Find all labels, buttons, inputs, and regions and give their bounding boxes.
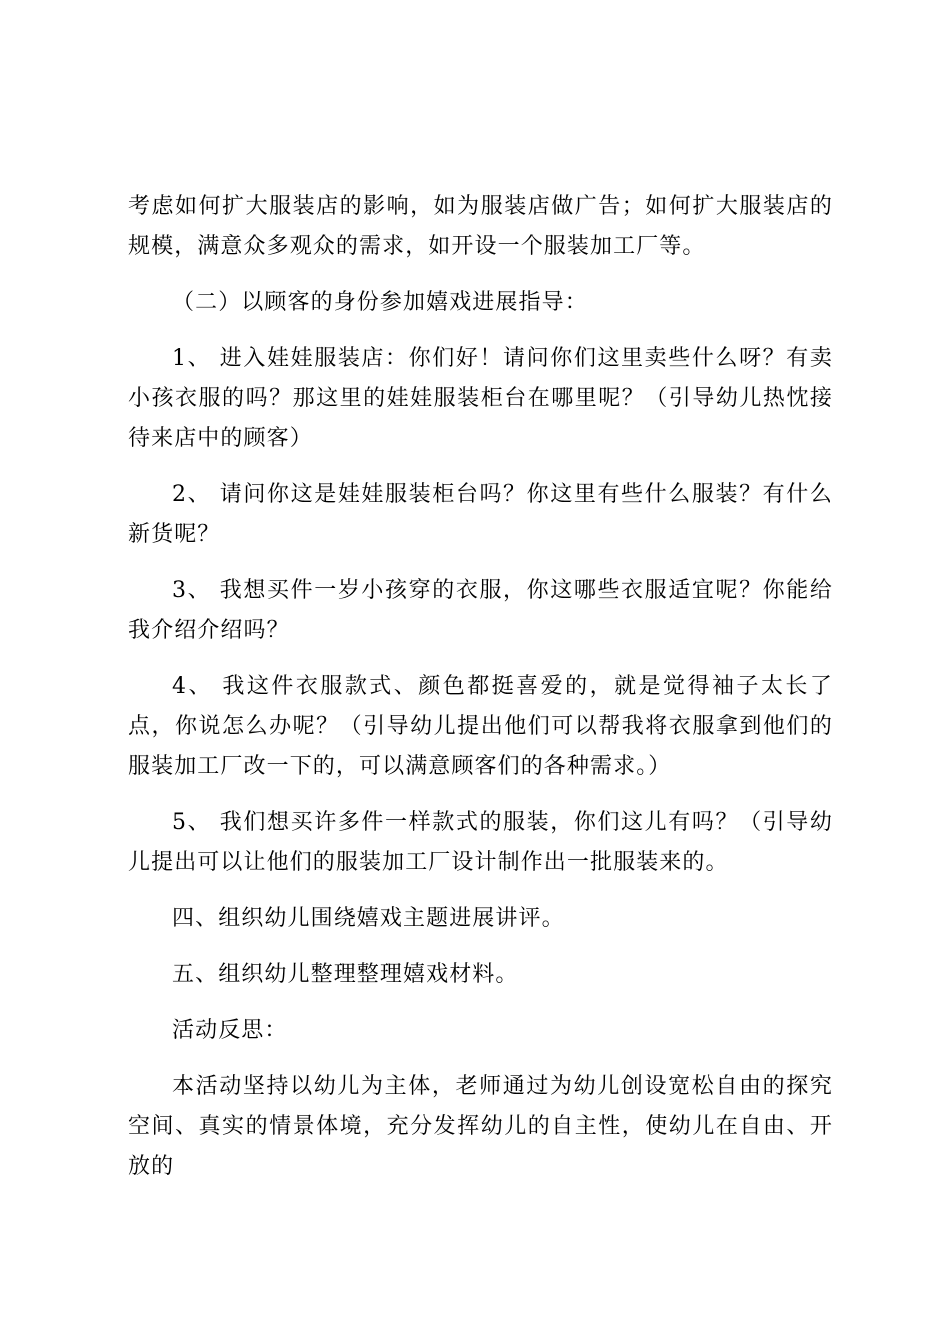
list-item-5: 5、 我们想买许多件一样款式的服装，你们这儿有吗？（引导幼儿提出可以让他们的服装加工厂设计制作出一批服装来的。 bbox=[128, 810, 833, 875]
list-item-2: 2、 请问你这是娃娃服装柜台吗？你这里有些什么服装？有什么新货呢？ bbox=[128, 482, 833, 547]
paragraph-continuation: 考虑如何扩大服装店的影响，如为服装店做广告；如何扩大服装店的规模，满意众多观众的需求，如开设一个服装加工厂等。 bbox=[128, 194, 833, 259]
list-item-1: 1、 进入娃娃服装店：你们好！请问你们这里卖些什么呀？有卖小孩衣服的吗？那这里的娃娃服装柜台在哪里呢？（引导幼儿热忱接待来店中的顾客） bbox=[128, 346, 833, 451]
document-body bbox=[128, 187, 833, 1203]
section-heading-customer-guidance: （二）以顾客的身份参加嬉戏进展指导： bbox=[172, 290, 588, 315]
step-four: 四、组织幼儿围绕嬉戏主题进展讲评。 bbox=[172, 906, 565, 931]
reflection-paragraph: 本活动坚持以幼儿为主体，老师通过为幼儿创设宽松自由的探究空间、真实的情景体境，充分发挥幼儿的自主性，使幼儿在自由、开放的 bbox=[128, 1074, 833, 1179]
step-five: 五、组织幼儿整理整理嬉戏材料。 bbox=[172, 962, 519, 987]
reflection-heading: 活动反思： bbox=[172, 1018, 288, 1043]
list-item-3: 3、 我想买件一岁小孩穿的衣服，你这哪些衣服适宜呢？你能给我介绍介绍吗？ bbox=[128, 578, 833, 643]
list-item-4: 4、 我这件衣服款式、颜色都挺喜爱的，就是觉得袖子太长了点，你说怎么办呢？（引导幼儿提出他们可以帮我将衣服拿到他们的服装加工厂改一下的，可以满意顾客们的各种需求。） bbox=[128, 674, 833, 779]
